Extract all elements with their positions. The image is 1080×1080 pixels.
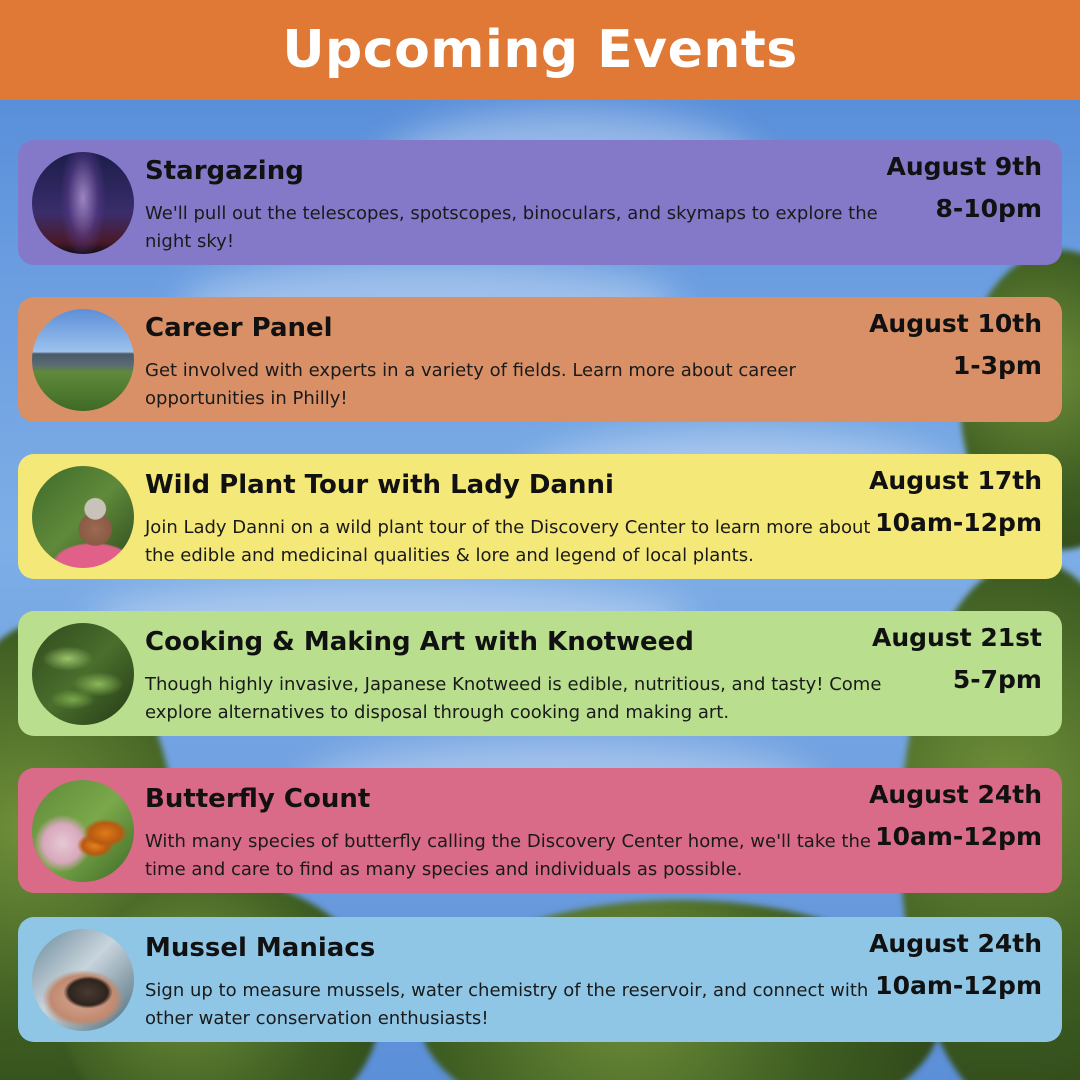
event-title: Career Panel	[145, 313, 333, 343]
event-card-career-panel[interactable]	[18, 297, 1062, 422]
event-description: With many species of butterfly calling the Discovery Center home, we'll take the time and care to find as many species and individuals as possible.	[145, 831, 871, 880]
page-title: Upcoming Events	[282, 20, 798, 80]
butterfly-photo	[32, 780, 134, 882]
event-title: Stargazing	[145, 156, 304, 186]
event-time: 1-3pm	[952, 351, 1042, 380]
event-card-mussel-maniacs[interactable]	[18, 917, 1062, 1042]
lady-danni-photo	[32, 466, 134, 568]
event-description: Sign up to measure mussels, water chemistry of the reservoir, and connect with other water conservation enthusiasts!	[145, 980, 869, 1029]
event-time: 10am-12pm	[875, 508, 1042, 537]
event-title: Wild Plant Tour with Lady Danni	[145, 470, 614, 500]
event-time: 10am-12pm	[875, 971, 1042, 1000]
event-title: Mussel Maniacs	[145, 933, 376, 963]
mussel-photo	[32, 929, 134, 1031]
event-date: August 17th	[869, 466, 1042, 495]
event-date: August 21st	[872, 623, 1042, 652]
event-card-stargazing[interactable]	[18, 140, 1062, 265]
stargazing-photo	[32, 152, 134, 254]
career-panel-photo	[32, 309, 134, 411]
event-date: August 9th	[886, 152, 1042, 181]
event-description: We'll pull out the telescopes, spotscopes, binoculars, and skymaps to explore the night sky!	[145, 203, 878, 252]
event-description: Get involved with experts in a variety of fields. Learn more about career opportunities in Philly!	[145, 360, 796, 409]
event-time: 5-7pm	[952, 665, 1042, 694]
event-date: August 24th	[869, 780, 1042, 809]
event-time: 10am-12pm	[875, 822, 1042, 851]
event-date: August 10th	[869, 309, 1042, 338]
knotweed-photo	[32, 623, 134, 725]
event-description: Join Lady Danni on a wild plant tour of the Discovery Center to learn more about the edible and medicinal qualities & lore and legend of local plants.	[145, 517, 871, 566]
event-time: 8-10pm	[935, 194, 1042, 223]
event-title: Butterfly Count	[145, 784, 371, 814]
event-title: Cooking & Making Art with Knotweed	[145, 627, 694, 657]
event-card-knotweed[interactable]	[18, 611, 1062, 736]
event-card-butterfly-count[interactable]	[18, 768, 1062, 893]
event-card-wild-plant-tour[interactable]	[18, 454, 1062, 579]
header-banner	[0, 0, 1080, 100]
event-date: August 24th	[869, 929, 1042, 958]
event-description: Though highly invasive, Japanese Knotweed is edible, nutritious, and tasty! Come explore alternatives to disposal through cooking and making art.	[145, 674, 882, 723]
